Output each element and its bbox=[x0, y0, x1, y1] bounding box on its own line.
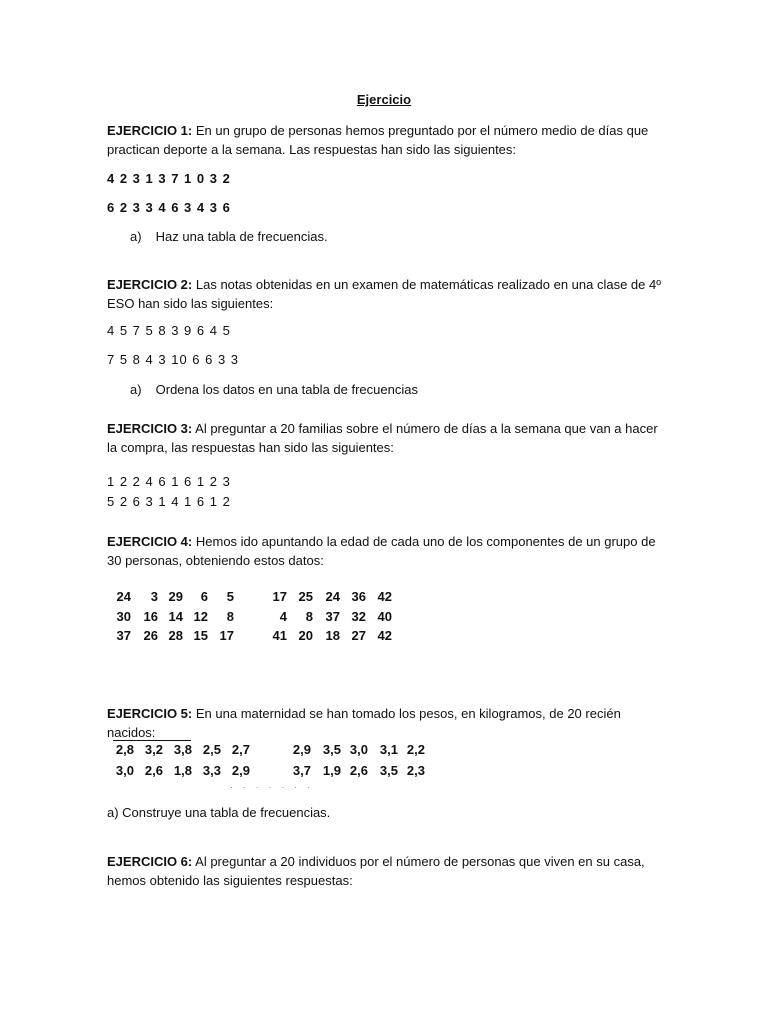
exercise-4-heading: EJERCICIO 4: bbox=[107, 534, 193, 549]
exercise-1-statement bbox=[107, 121, 667, 159]
table-cell: 3,0 bbox=[115, 763, 134, 778]
table-cell: 3 bbox=[150, 589, 158, 604]
table-cell: 18 bbox=[325, 628, 340, 643]
exercise-3-text: Al preguntar a 20 familias sobre el número de días a la semana que van a hacer la compra, las respuestas han sido las siguientes: bbox=[107, 421, 658, 455]
table-cell: 2,2 bbox=[406, 742, 425, 757]
table-cell: 4 bbox=[279, 608, 287, 624]
table-cell: 42 bbox=[377, 589, 392, 604]
exercise-3-data-row-2: 5 2 6 3 1 4 1 6 1 2 bbox=[107, 494, 231, 509]
table-top-rule bbox=[113, 740, 191, 741]
table-cell: 30 bbox=[116, 608, 131, 624]
exercise-3-statement bbox=[107, 419, 667, 457]
table-cell: 20 bbox=[298, 628, 313, 643]
exercise-4-text: Hemos ido apuntando la edad de cada uno de los componentes de un grupo de 30 personas, obteniendo estos datos: bbox=[107, 534, 656, 568]
table-cell: 17 bbox=[272, 589, 287, 604]
exercise-2-text: Las notas obtenidas en un examen de matemáticas realizado en una clase de 4º ESO han sido las siguientes: bbox=[107, 277, 661, 311]
table-cell: 14 bbox=[168, 608, 183, 624]
exercise-3-heading: EJERCICIO 3: bbox=[107, 421, 193, 436]
table-cell: 25 bbox=[298, 589, 313, 604]
table-cell: 24 bbox=[325, 589, 340, 604]
exercise-2-heading: EJERCICIO 2: bbox=[107, 277, 193, 292]
exercise-1-heading: EJERCICIO 1: bbox=[107, 123, 193, 138]
table-cell: 2,6 bbox=[144, 763, 163, 778]
scan-artifact-dots: · · · · · · · bbox=[230, 783, 314, 792]
item-text: Haz una tabla de frecuencias. bbox=[155, 229, 328, 244]
table-cell: 15 bbox=[193, 628, 208, 643]
table-cell: 26 bbox=[143, 628, 158, 643]
page-title: Ejercicio bbox=[356, 92, 412, 107]
exercise-5-heading: EJERCICIO 5: bbox=[107, 706, 193, 721]
exercise-6-statement bbox=[107, 852, 667, 890]
table-cell: 28 bbox=[168, 628, 183, 643]
table-cell: 2,5 bbox=[202, 742, 221, 757]
table-cell: 37 bbox=[325, 608, 340, 624]
item-text: Ordena los datos en una tabla de frecuencias bbox=[155, 382, 418, 397]
table-cell: 2,9 bbox=[292, 742, 311, 757]
exercise-5-text: En una maternidad se han tomado los pesos, en kilogramos, de 20 recién nacidos: bbox=[107, 706, 621, 740]
table-cell: 40 bbox=[377, 608, 392, 624]
table-cell: 2,9 bbox=[231, 763, 250, 778]
table-cell: 3,7 bbox=[292, 763, 311, 778]
exercise-5-statement bbox=[107, 704, 667, 742]
table-cell: 6 bbox=[200, 589, 208, 604]
table-cell: 32 bbox=[351, 608, 366, 624]
table-cell: 8 bbox=[305, 608, 313, 624]
item-label: a) bbox=[130, 229, 142, 244]
table-cell: 42 bbox=[377, 628, 392, 643]
table-cell: 3,3 bbox=[202, 763, 221, 778]
exercise-1-text: En un grupo de personas hemos preguntado por el número medio de días que practican deporte a la semana. Las respuestas han sido las siguientes: bbox=[107, 123, 649, 157]
table-cell: 3,0 bbox=[349, 742, 368, 757]
table-cell: 29 bbox=[168, 589, 183, 604]
table-cell: 16 bbox=[143, 608, 158, 624]
table-cell: 24 bbox=[116, 589, 131, 604]
exercise-4-statement bbox=[107, 532, 667, 570]
item-label: a) bbox=[130, 382, 142, 397]
table-cell: 1,9 bbox=[322, 763, 341, 778]
table-cell: 2,8 bbox=[115, 742, 134, 757]
exercise-6-text: Al preguntar a 20 individuos por el número de personas que viven en su casa, hemos obtenido las siguientes respuestas: bbox=[107, 854, 645, 888]
table-cell: 3,5 bbox=[379, 763, 398, 778]
table-cell: 8 bbox=[226, 608, 234, 624]
table-cell: 37 bbox=[116, 628, 131, 643]
table-cell: 3,8 bbox=[173, 742, 192, 757]
exercise-2-data-row-1: 4 5 7 5 8 3 9 6 4 5 bbox=[107, 323, 231, 338]
table-cell: 5 bbox=[226, 589, 234, 604]
table-cell: 2,7 bbox=[231, 742, 250, 757]
table-cell: 17 bbox=[219, 628, 234, 643]
exercise-2-data-row-2: 7 5 8 4 3 10 6 6 3 3 bbox=[107, 352, 240, 367]
table-cell: 3,2 bbox=[144, 742, 163, 757]
table-cell: 27 bbox=[351, 628, 366, 643]
table-cell: 1,8 bbox=[173, 763, 192, 778]
exercise-2-item-a bbox=[130, 382, 418, 397]
exercise-1-item-a bbox=[130, 229, 328, 244]
exercise-1-data-row-2: 6 2 3 3 4 6 3 4 3 6 bbox=[107, 200, 231, 215]
table-cell: 3,1 bbox=[379, 742, 398, 757]
table-cell: 3,5 bbox=[322, 742, 341, 757]
table-cell: 2,6 bbox=[349, 763, 368, 778]
exercise-5-item-a: a) Construye una tabla de frecuencias. bbox=[107, 805, 331, 820]
exercise-1-data-row-1: 4 2 3 1 3 7 1 0 3 2 bbox=[107, 171, 231, 186]
table-cell: 12 bbox=[193, 608, 208, 624]
exercise-2-statement bbox=[107, 275, 667, 313]
table-cell: 36 bbox=[351, 589, 366, 604]
table-cell: 41 bbox=[272, 628, 287, 643]
exercise-6-heading: EJERCICIO 6: bbox=[107, 854, 193, 869]
exercise-3-data-row-1: 1 2 2 4 6 1 6 1 2 3 bbox=[107, 474, 231, 489]
table-cell: 2,3 bbox=[406, 763, 425, 778]
